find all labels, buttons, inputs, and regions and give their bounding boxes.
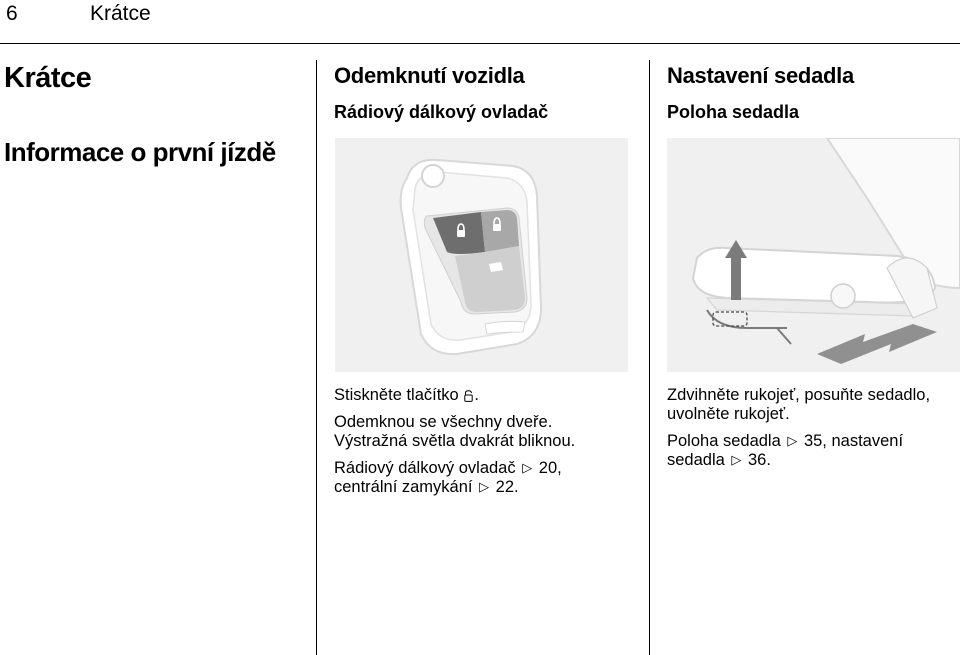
seat-position-illustration	[667, 138, 960, 372]
seat-position-subheading: Poloha sedadla	[667, 102, 800, 122]
reference-arrow-icon: ▷	[731, 452, 742, 467]
column-divider-right	[649, 60, 650, 655]
section-title: Krátce	[4, 62, 92, 94]
paragraph-lift-handle: Zdvihněte rukojeť, posuňte sedadlo, uvolněte rukojeť.	[667, 386, 931, 423]
header-divider	[0, 43, 960, 44]
running-title: Krátce	[90, 2, 151, 25]
unlock-instructions	[334, 386, 634, 505]
paragraph-references: Rádiový dálkový ovladač ▷ 20, centrální zamykání ▷ 22.	[334, 459, 562, 496]
paragraph-unlock-result: Odemknou se všechny dveře. Výstražná světla dvakrát bliknou.	[334, 413, 576, 450]
seat-instructions	[667, 386, 960, 478]
paragraph-seat-references: Poloha sedadla ▷ 35, nastavení sedadla ▷ 36.	[667, 432, 904, 469]
column-divider-left	[316, 60, 317, 655]
reference-arrow-icon: ▷	[522, 460, 533, 475]
unlock-icon	[464, 390, 473, 402]
left-column	[4, 60, 309, 168]
right-column	[667, 62, 960, 124]
reference-arrow-icon: ▷	[479, 479, 490, 494]
reference-arrow-icon: ▷	[787, 433, 798, 448]
section-subtitle: Informace o první jízdě	[4, 137, 276, 167]
key-fob-illustration	[335, 138, 628, 372]
remote-control-subheading: Rádiový dálkový ovladač	[334, 102, 549, 122]
page-number: 6	[6, 2, 18, 25]
paragraph-press-button: Stiskněte tlačítko .	[334, 386, 479, 404]
page-header	[0, 0, 960, 44]
seat-adjust-heading: Nastavení sedadla	[667, 63, 854, 88]
middle-column	[334, 62, 630, 124]
unlock-heading: Odemknutí vozidla	[334, 63, 525, 88]
